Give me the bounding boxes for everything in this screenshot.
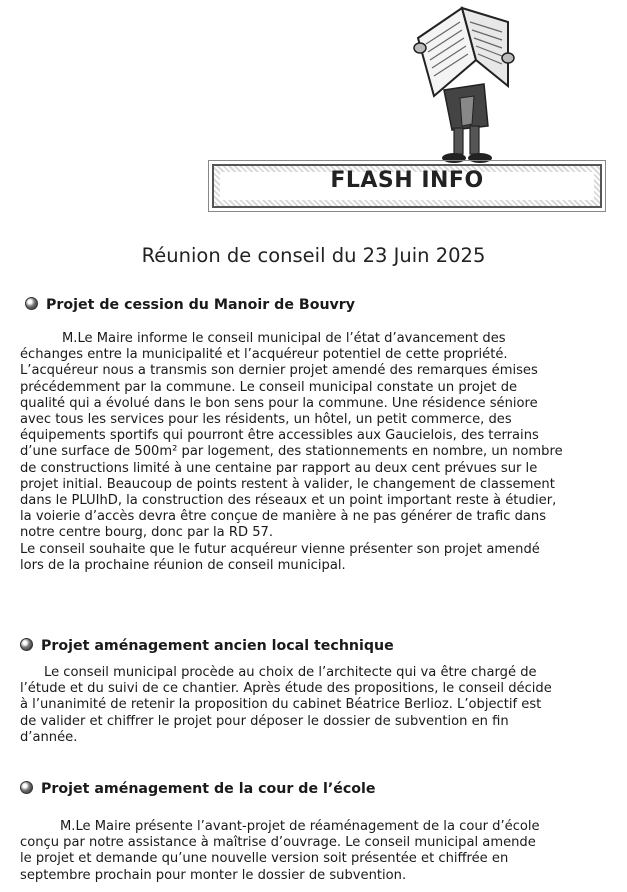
- text-line: M.Le Maire présente l’avant-projet de réaménagement de la cour d’école: [60, 819, 540, 834]
- section-title: Projet aménagement ancien local technique: [41, 638, 394, 654]
- section-title: Projet de cession du Manoir de Bouvry: [46, 297, 356, 313]
- newspaper-reader-illustration: [404, 0, 534, 168]
- text-line: Le conseil souhaite que le futur acquéreur vienne présenter son projet amendé: [20, 541, 540, 557]
- text-line: projet initial. Beaucoup de points restent à valider, le changement de classement: [20, 476, 555, 492]
- text-line: dans le PLUIhD, la construction des réseaux et un point important reste à étudier,: [20, 493, 557, 509]
- text-line: de valider et chiffrer le projet pour déposer le dossier de subvention en fin: [20, 713, 509, 729]
- text-line: lors de la prochaine réunion de conseil municipal.: [20, 557, 346, 573]
- bullet-icon: [25, 297, 38, 310]
- section-title: Projet aménagement de la cour de l’école: [41, 781, 376, 797]
- section-body-cour-ecole: [20, 819, 580, 884]
- text-line: Le conseil municipal procède au choix de l’architecte qui va être chargé de: [44, 665, 537, 680]
- section-body-local-technique: [20, 665, 580, 746]
- text-line: la voierie d’accès devra être conçue de manière à ne pas générer de trafic dans: [20, 509, 547, 525]
- text-line: précédemment par la commune. Le conseil municipal constate un projet de: [20, 379, 518, 395]
- text-line: septembre prochain pour monter le dossier de subvention.: [20, 867, 407, 883]
- text-line: échanges entre la municipalité et l’acquéreur potentiel de cette propriété.: [20, 347, 508, 363]
- text-line: conçu par notre assistance à maîtrise d’ouvrage. Le conseil municipal amende: [20, 835, 536, 851]
- text-line: d’année.: [20, 729, 78, 745]
- text-line: de constructions limité à une centaine par rapport au deux cent prévues sur le: [20, 460, 538, 476]
- text-line: l’étude et du suivi de ce chantier. Après étude des propositions, le conseil décide: [20, 681, 552, 697]
- bullet-icon: [20, 781, 33, 794]
- text-line: d’une surface de 500m² par logement, des stationnements en nombre, un nombre: [20, 444, 563, 460]
- section-heading-cour-ecole: [20, 781, 376, 797]
- section-heading-manoir: [25, 297, 355, 313]
- text-line: équipements sportifs qui pourront être accessibles aux Gaucielois, des terrains: [20, 428, 539, 444]
- text-line: notre centre bourg, donc par la RD 57.: [20, 525, 274, 541]
- text-line: avec tous les services pour les résidents, un hôtel, un petit commerce, des: [20, 412, 512, 428]
- text-line: L’acquéreur nous a transmis son dernier projet amendé des remarques émises: [20, 363, 538, 379]
- text-line: à l’unanimité de retenir la proposition du cabinet Béatrice Berlioz. L’objectif est: [20, 697, 542, 713]
- text-line: M.Le Maire informe le conseil municipal de l’état d’avancement des: [62, 331, 506, 346]
- bullet-icon: [20, 638, 33, 651]
- text-line: le projet et demande qu’une nouvelle version soit présentée et chiffrée en: [20, 851, 509, 867]
- meeting-title: Réunion de conseil du 23 Juin 2025: [141, 244, 486, 267]
- banner-title: FLASH INFO: [330, 168, 484, 193]
- section-heading-local-technique: [20, 638, 394, 654]
- section-body-manoir: [20, 331, 580, 574]
- flash-info-banner: [212, 164, 602, 208]
- text-line: qualité qui a évolué dans le bon sens pour la commune. Une résidence séniore: [20, 395, 538, 411]
